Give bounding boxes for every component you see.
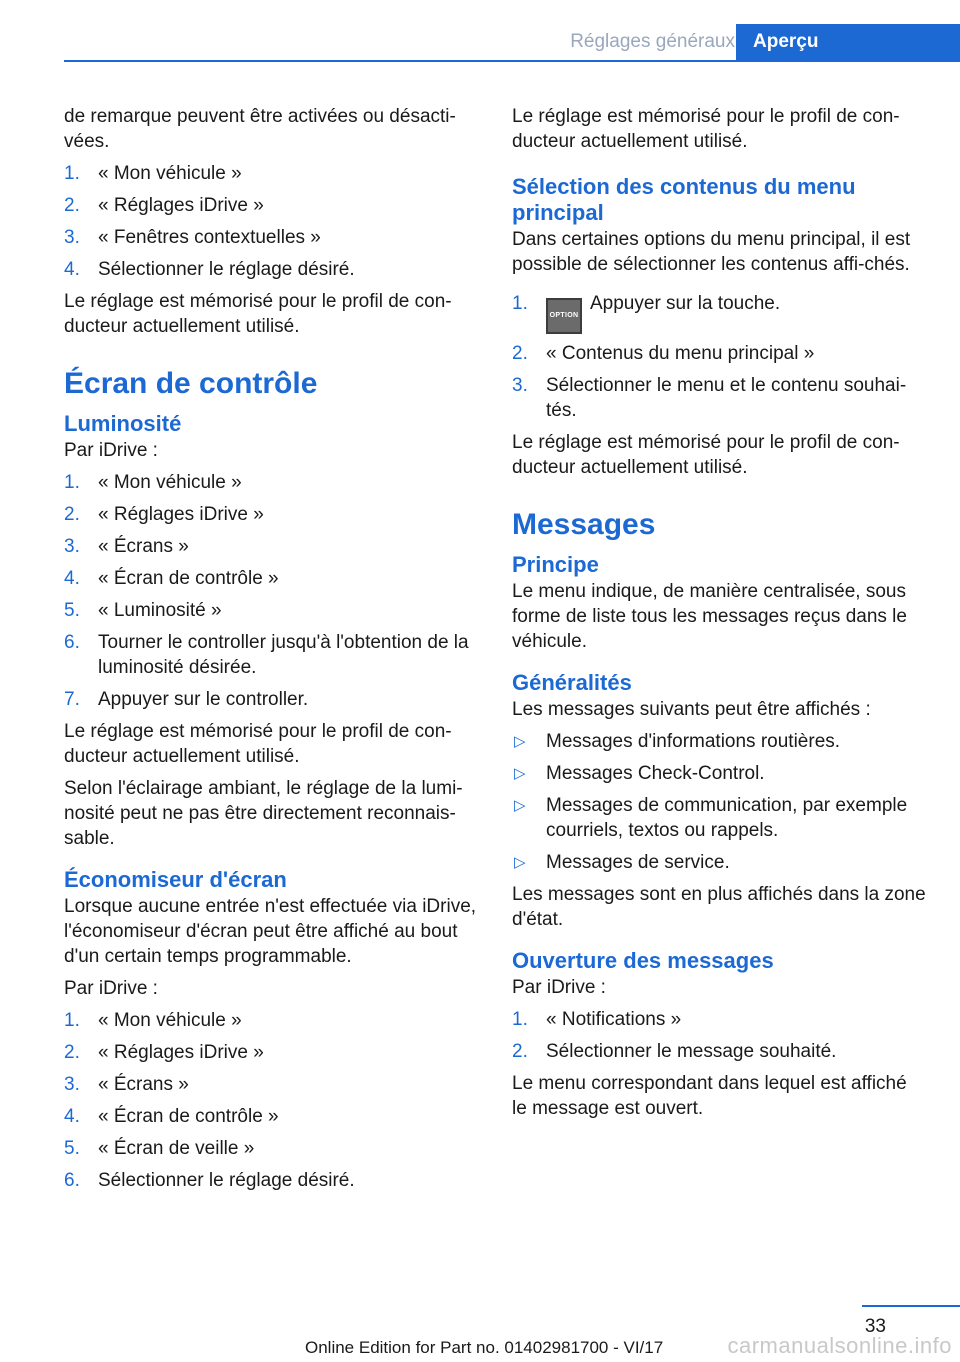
- step-number: 3.: [64, 536, 80, 557]
- list-item: [512, 729, 926, 754]
- step-number: 3.: [64, 227, 80, 248]
- chapter-tab: Aperçu: [736, 24, 960, 62]
- left-column: [64, 104, 478, 1200]
- heading-ecran-controle: Écran de contrôle: [64, 367, 318, 400]
- step-number: 3.: [512, 375, 528, 396]
- list-item: [512, 1007, 926, 1032]
- heading-messages: Messages: [512, 508, 656, 541]
- generalites-text: Les messages suivants peut être affichés :: [512, 699, 871, 720]
- list-item: [512, 1039, 926, 1064]
- saved-note: Le réglage est mémorisé pour le profil de con-ducteur actuellement utilisé.: [64, 291, 452, 337]
- list-item: [64, 161, 478, 186]
- footer-rule: [862, 1305, 960, 1307]
- step-number: 1.: [512, 293, 528, 314]
- step-text: « Réglages iDrive »: [98, 1042, 264, 1063]
- list-item: [64, 1008, 478, 1033]
- list-item: [64, 502, 478, 527]
- step-text: « Réglages iDrive »: [98, 504, 264, 525]
- list-item: [64, 630, 478, 680]
- step-number: 4.: [64, 568, 80, 589]
- par-idrive: Par iDrive :: [64, 978, 158, 999]
- list-item: [64, 193, 478, 218]
- step-number: 3.: [64, 1074, 80, 1095]
- heading-luminosite: Luminosité: [64, 411, 182, 436]
- step-number: 4.: [64, 1106, 80, 1127]
- step-text: « Écrans »: [98, 1074, 189, 1095]
- triangle-bullet-icon: ▷: [514, 797, 526, 814]
- list-item: [64, 1040, 478, 1065]
- right-column: [512, 104, 926, 1128]
- step-text: « Mon véhicule »: [98, 472, 242, 493]
- step-number: 2.: [64, 1042, 80, 1063]
- step-text: « Réglages iDrive »: [98, 195, 264, 216]
- step-text: « Notifications »: [546, 1009, 682, 1030]
- step-number: 6.: [64, 632, 80, 653]
- list-item: [64, 1168, 478, 1193]
- page-header: [64, 24, 960, 62]
- step-number: 1.: [64, 472, 80, 493]
- saved-note: Le réglage est mémorisé pour le profil de con-ducteur actuellement utilisé.: [64, 721, 452, 767]
- heading-principe: Principe: [512, 552, 599, 577]
- steps-list-open-messages: [512, 1007, 926, 1064]
- edition-line: Online Edition for Part no. 01402981700 - VI/17: [305, 1338, 664, 1357]
- list-item: [64, 1072, 478, 1097]
- list-item: [512, 793, 926, 843]
- step-number: 1.: [64, 163, 80, 184]
- final-text: Le menu correspondant dans lequel est affiché le message est ouvert.: [512, 1073, 907, 1119]
- step-text: « Luminosité »: [98, 600, 222, 621]
- list-item: [64, 257, 478, 282]
- list-item: [64, 1104, 478, 1129]
- step-text: Messages Check-Control.: [546, 763, 765, 784]
- step-text: Messages de communication, par exemple courriels, textos ou rappels.: [546, 795, 908, 841]
- screensaver-text: Lorsque aucune entrée n'est effectuée via iDrive, l'économiseur d'écran peut être affiché au bout d'un certain temps programmable.: [64, 896, 477, 967]
- heading-economiseur: Économiseur d'écran: [64, 867, 287, 892]
- step-number: 2.: [512, 343, 528, 364]
- step-text: « Contenus du menu principal »: [546, 343, 815, 364]
- watermark: carmanualsonline.info: [727, 1333, 952, 1358]
- status-zone-text: Les messages sont en plus affichés dans la zone d'état.: [512, 884, 926, 930]
- saved-note: Le réglage est mémorisé pour le profil de con-ducteur actuellement utilisé.: [512, 432, 900, 478]
- step-number: 5.: [64, 600, 80, 621]
- list-item: [64, 470, 478, 495]
- step-number: 5.: [64, 1138, 80, 1159]
- par-idrive: Par iDrive :: [64, 440, 158, 461]
- triangle-bullet-icon: ▷: [514, 765, 526, 782]
- list-item: [512, 850, 926, 875]
- triangle-bullet-icon: ▷: [514, 854, 526, 871]
- step-number: 2.: [64, 504, 80, 525]
- step-number: 4.: [64, 259, 80, 280]
- list-item: [64, 687, 478, 712]
- steps-list-brightness: [64, 470, 478, 712]
- step-text: « Mon véhicule »: [98, 1010, 242, 1031]
- principe-text: Le menu indique, de manière centralisée, sous forme de liste tous les messages reçus dans le véhicule.: [512, 581, 907, 652]
- page-number: 33: [864, 1316, 886, 1337]
- step-text: « Écrans »: [98, 536, 189, 557]
- list-item: [512, 291, 926, 334]
- par-idrive: Par iDrive :: [512, 977, 606, 998]
- saved-note: Le réglage est mémorisé pour le profil de con-ducteur actuellement utilisé.: [512, 106, 900, 152]
- intro-text: de remarque peuvent être activées ou désacti-vées.: [64, 106, 456, 152]
- step-text: « Écran de veille »: [98, 1138, 255, 1159]
- step-text: Tourner le controller jusqu'à l'obtention de la luminosité désirée.: [98, 632, 469, 678]
- step-text: Appuyer sur le controller.: [98, 689, 309, 710]
- step-number: 1.: [512, 1009, 528, 1030]
- heading-selection-menu: Sélection des contenus du menu principal: [512, 174, 856, 225]
- list-item: [64, 1136, 478, 1161]
- list-item: [512, 341, 926, 366]
- step-text: « Fenêtres contextuelles »: [98, 227, 321, 248]
- step-text: « Écran de contrôle »: [98, 568, 279, 589]
- step-text: Sélectionner le réglage désiré.: [98, 1170, 355, 1191]
- step-number: 2.: [512, 1041, 528, 1062]
- step-number: 1.: [64, 1010, 80, 1031]
- step-text: « Écran de contrôle »: [98, 1106, 279, 1127]
- step-text: Messages d'informations routières.: [546, 731, 841, 752]
- triangle-bullet-icon: ▷: [514, 733, 526, 750]
- step-text: Messages de service.: [546, 852, 730, 873]
- step-text: Sélectionner le réglage désiré.: [98, 259, 355, 280]
- list-item: [512, 373, 926, 423]
- selection-text: Dans certaines options du menu principal, il est possible de sélectionner les contenus affi-chés.: [512, 229, 911, 275]
- list-item: [64, 534, 478, 559]
- header-rule: [64, 60, 960, 62]
- section-title: Réglages généraux: [570, 31, 735, 52]
- step-number: 6.: [64, 1170, 80, 1191]
- ambient-note: Selon l'éclairage ambiant, le réglage de la lumi-nosité peut ne pas être directement reconnais-sable.: [64, 778, 463, 849]
- steps-list-screensaver: [64, 1008, 478, 1193]
- step-text: Sélectionner le menu et le contenu souhai-tés.: [546, 375, 907, 421]
- step-text: Appuyer sur la touche.: [590, 293, 781, 314]
- step-number: 2.: [64, 195, 80, 216]
- step-number: 7.: [64, 689, 80, 710]
- list-item: [64, 566, 478, 591]
- step-text: « Mon véhicule »: [98, 163, 242, 184]
- list-item: [64, 598, 478, 623]
- steps-list-popups: [64, 161, 478, 282]
- heading-generalites: Généralités: [512, 670, 632, 695]
- step-text: Sélectionner le message souhaité.: [546, 1041, 837, 1062]
- option-button-icon: OPTION: [546, 298, 582, 334]
- list-item: [64, 225, 478, 250]
- heading-ouverture: Ouverture des messages: [512, 948, 774, 973]
- message-types-list: [512, 729, 926, 875]
- list-item: [512, 761, 926, 786]
- steps-list-menu-contents: [512, 291, 926, 423]
